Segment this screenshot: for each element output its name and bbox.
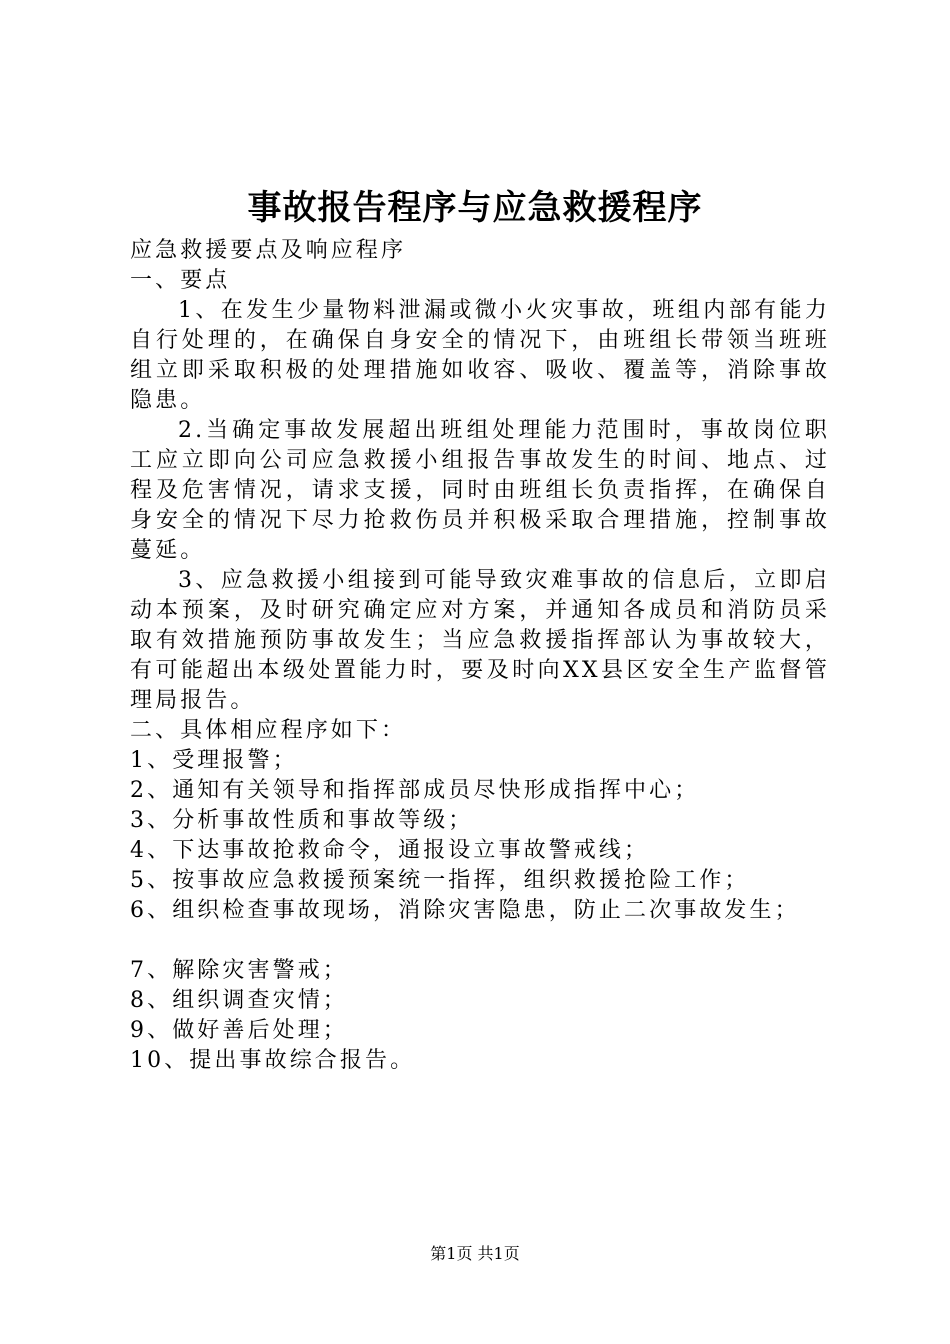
page-number-footer: 第1页 共1页 <box>430 1244 520 1263</box>
step-item: 7、解除灾害警戒； <box>130 958 348 983</box>
subtitle: 应急救援要点及响应程序 <box>130 238 407 263</box>
step-item: 8、组织调查灾情； <box>130 988 348 1013</box>
step-item: 10、提出事故综合报告。 <box>130 1048 416 1073</box>
step-item: 6、组织检查事故现场，消除灾害隐患，防止二次事故发生； <box>130 898 800 923</box>
step-item: 3、分析事故性质和事故等级； <box>130 808 474 833</box>
document-title: 事故报告程序与应急救援程序 <box>247 188 703 228</box>
section-heading-procedure: 二、具体相应程序如下： <box>130 718 407 743</box>
paragraph-3: 3、应急救援小组接到可能导致灾难事故的信息后，立即启动本预案，及时研究确定应对方案，并通知各成员和消防员采取有效措施预防事故发生；当应急救援指挥部认为事故较大，有可能超出本级处置能力时，要及时向XX县区安全生产监督管理局报告。 <box>130 568 830 713</box>
blank-line <box>130 926 830 956</box>
step-item: 9、做好善后处理； <box>130 1018 348 1043</box>
step-item: 2、通知有关领导和指挥部成员尽快形成指挥中心； <box>130 778 700 803</box>
paragraph-1: 1、在发生少量物料泄漏或微小火灾事故，班组内部有能力自行处理的，在确保自身安全的情况下，由班组长带领当班班组立即采取积极的处理措施如收容、吸收、覆盖等，消除事故隐患。 <box>130 298 830 413</box>
paragraph-2: 2.当确定事故发展超出班组处理能力范围时，事故岗位职工应立即向公司应急救援小组报告事故发生的时间、地点、过程及危害情况，请求支援，同时由班组长负责指挥，在确保自身安全的情况下尽力抢救伤员并积极采取合理措施，控制事故蔓延。 <box>130 418 830 563</box>
section-heading-points: 一、要点 <box>130 268 231 293</box>
document-body <box>130 236 830 1076</box>
step-item: 4、下达事故抢救命令，通报设立事故警戒线； <box>130 838 650 863</box>
step-item: 5、按事故应急救援预案统一指挥，组织救援抢险工作； <box>130 868 750 893</box>
step-item: 1、受理报警； <box>130 748 298 773</box>
